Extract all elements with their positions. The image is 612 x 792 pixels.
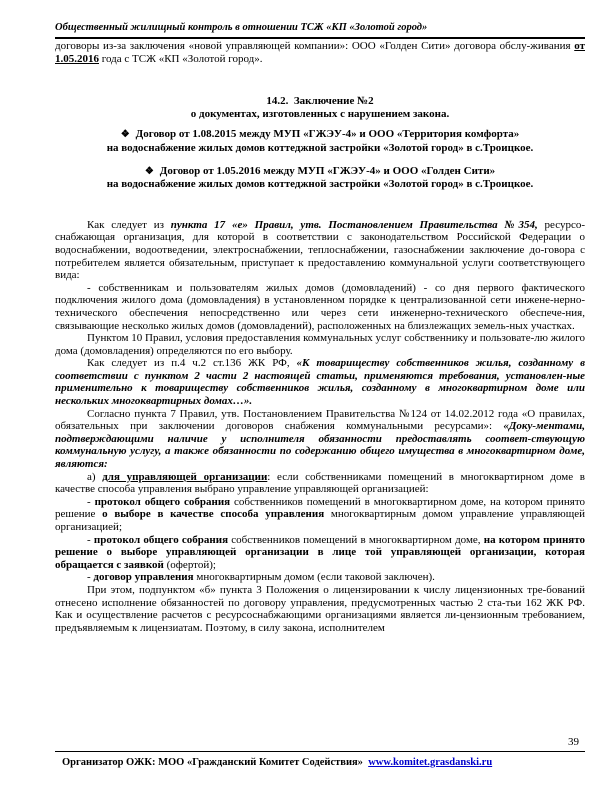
- website-link[interactable]: www.komitet.grasdanski.ru: [368, 757, 493, 768]
- header-rule: [55, 37, 585, 39]
- page-number: 39: [568, 736, 579, 748]
- intro-date: от 1.05.2016: [55, 40, 585, 65]
- paragraph-protocol-2: - протокол общего собрания собственников помещений в многоквартирном доме, на котором принято решение о выборе управляющей организации в лице той управляющей организации, которая обращается с заявкой (офертой);: [55, 533, 586, 571]
- paragraph-owners: - собственникам и пользователям жилых домов (домовладений) - со дня первого фактического подключения жилого дома (домовладения) в установленном порядке к централизованной сети инжене-нерно-технического обеспечения непосредственно или через сети инженерно-технического обеспече-ния, связывающие несколько жилых домов (домовладений), расположенных на близлежащих земель-ных участках.: [55, 281, 585, 332]
- diamond-bullet-icon: ❖: [144, 165, 154, 177]
- contract-1-title: ❖ Договор от 1.08.2015 между МУП «ГЖЭУ-4» и ООО «Территория комфорта»: [120, 128, 520, 141]
- running-header: Общественный жилищный контроль в отношении ТСЖ «КП «Золотой город»: [55, 22, 428, 33]
- intro-paragraph: договоры из-за заключения «новой управляющей компании»: ООО «Голден Сити» договора обслу-живания от 1.05.2016 года с ТСЖ «КП «Золотой город».: [55, 40, 585, 65]
- section-subtitle: о документах, изготовленных с нарушением закона.: [190, 107, 450, 120]
- page-footer: Организатор ОЖК: МОО «Гражданский Комитет Содействия» www.komitet.grasdanski.ru: [62, 757, 493, 768]
- paragraph-protocol-1: - протокол общего собрания собственников помещений в многоквартирном доме, на котором принято решение о выборе в качестве способа управления многоквартирным домом управление управляющей организацией;: [55, 495, 586, 533]
- paragraph-art136: Как следует из п.4 ч.2 ст.136 ЖК РФ, «К товариществу собственников жилья, созданному в соответствии с пунктом 2 части 2 настоящей статьи, применяются требования, установлен-ные применительно к товариществу собственников жилья, созданному в многоквартирном доме или нескольких многоквартирных домах…».: [55, 357, 586, 408]
- contract-1-subject: на водоснабжение жилых домов коттеджной застройки «Золотой город» в с.Троицкое.: [106, 141, 534, 154]
- paragraph-item-a: а) для управляющей организации: если собственниками помещений в многоквартирном доме в качестве способа управления выбрано управление управляющей организацией:: [55, 470, 585, 496]
- section-heading: 14.2. Заключение №2: [266, 95, 374, 108]
- paragraph-contract: - договор управления многоквартирным домом (если таковой заключен).: [87, 571, 435, 584]
- paragraph-licensing: При этом, подпунктом «б» пункта 3 Положения о лицензировании к числу лицензионных тре-бований отнесено исполнение обязанностей по договору управления, предусмотренных частью 2 ста-тьи 162 ЖК РФ. Как и осуществление расчетов с ресурсоснабжающими организациями является ли-цензионным требованием, предъявляемым к лицензиатам. Поэтому, в силу закона, исполнителем: [55, 583, 585, 634]
- page-body: [55, 40, 585, 634]
- paragraph-p17: Как следует из пункта 17 «е» Правил, утв. Постановлением Правительства №354, ресурсо-снабжающая организация, для которой в соответствии с законодательством Российской Федерации о водоснабжении, водоотведении, электроснабжении, теплоснабжении, газоснабжении заключение до-говора с потребителем является обязательным, приступает к предоставлению коммунальной услуги соответствующего вида:: [55, 218, 585, 282]
- paragraph-p7: Согласно пункта 7 Правил, утв. Постановлением Правительства №124 от 14.02.2012 года «О правилах, обязательных при заключении договоров снабжения коммунальными ресурсами»: «Доку-ментами, подтверждающими наличие у исполнителя обязанности предоставлять соответ-ствующую коммунальную услугу, а также обязанности по содержанию общего имущества в многоквартирном доме, являются:: [55, 407, 586, 471]
- contract-2-title: ❖ Договор от 1.05.2016 между МУП «ГЖЭУ-4» и ООО «Голден Сити»: [144, 164, 496, 177]
- diamond-bullet-icon: ❖: [120, 129, 130, 141]
- paragraph-p10: Пунктом 10 Правил, условия предоставления коммунальных услуг собственнику и пользовате-лю жилого дома (домовладения) определяются по его выбору.: [55, 332, 585, 357]
- footer-rule: [55, 751, 585, 752]
- contract-2-subject: на водоснабжение жилых домов коттеджной застройки «Золотой город» в с.Троицкое.: [106, 178, 534, 191]
